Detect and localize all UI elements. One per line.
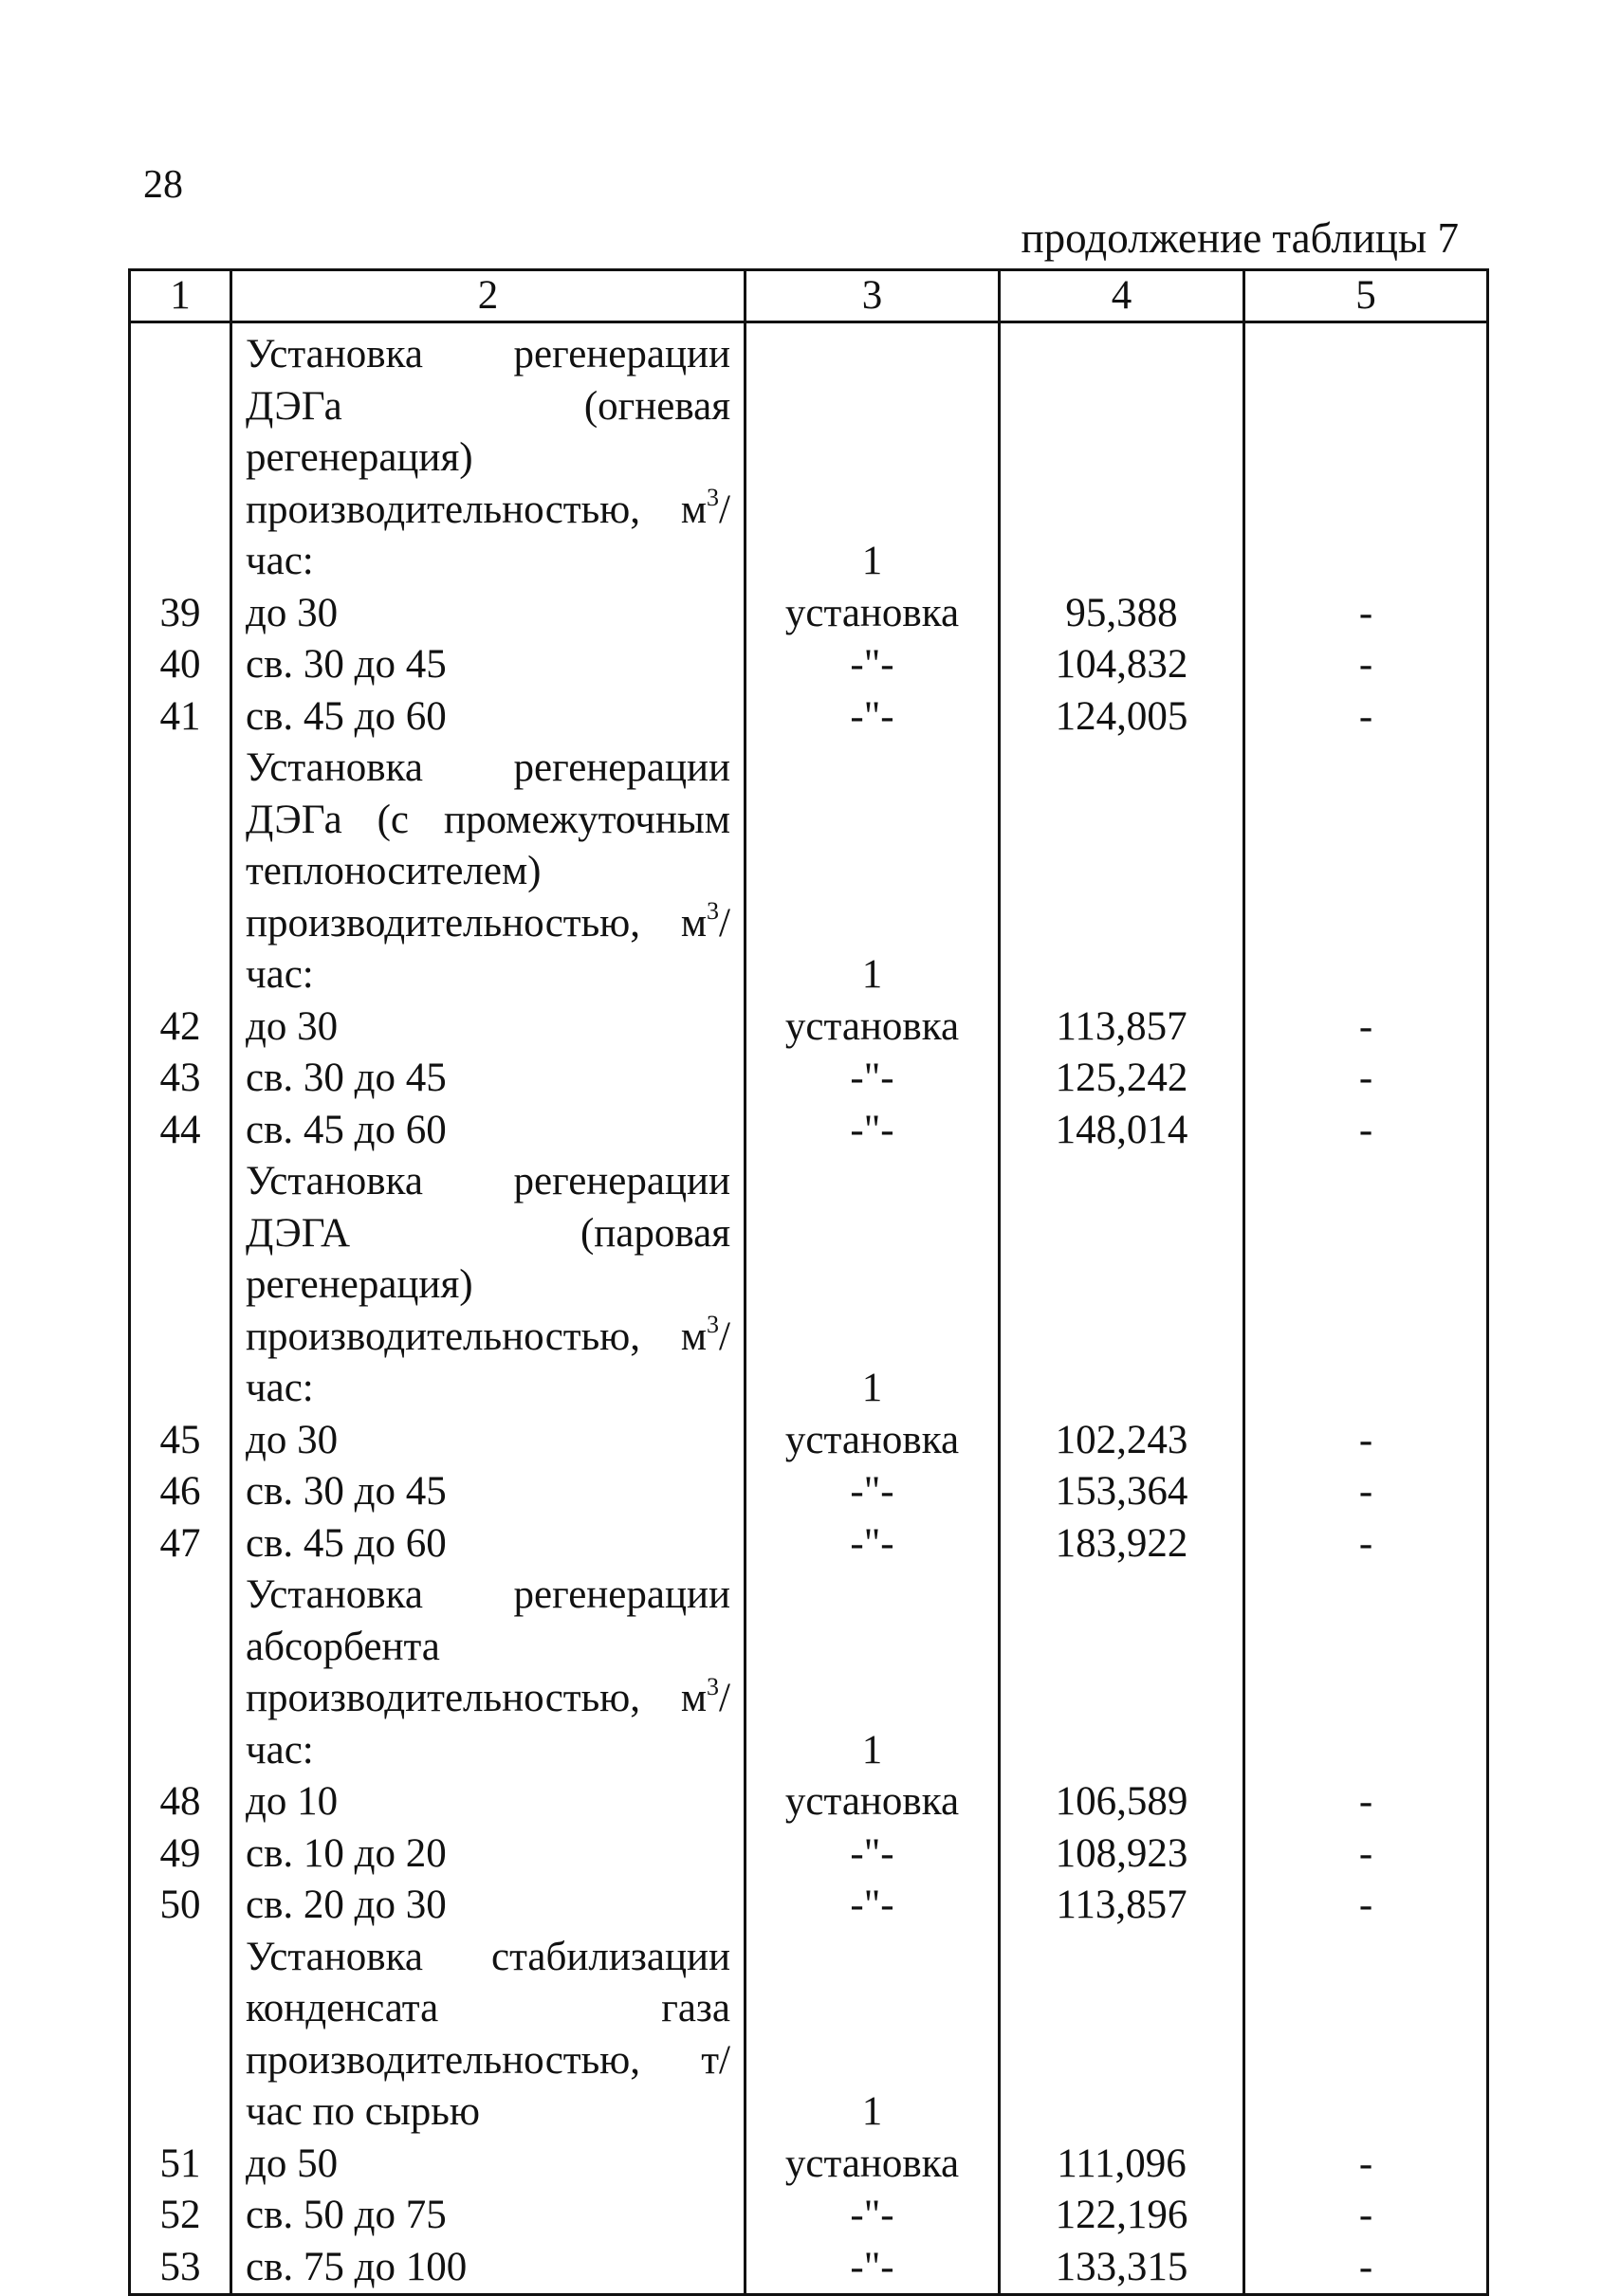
row-col5: - (1244, 1776, 1488, 1828)
group-unit-count: 1 (746, 1570, 1000, 1776)
row-value: 95,388 (1000, 588, 1244, 640)
row-unit: установка (746, 588, 1000, 640)
row-value: 124,005 (1000, 691, 1244, 744)
row-value: 122,196 (1000, 2190, 1244, 2242)
table-row (130, 1880, 1488, 1932)
group-heading-col5-cell (1244, 1156, 1488, 1415)
row-unit: -"- (746, 2190, 1000, 2242)
row-value: 113,857 (1000, 1880, 1244, 1932)
group-heading-value-cell (1000, 1156, 1244, 1415)
table-row (130, 588, 1488, 640)
group-heading-row (130, 1932, 1488, 2139)
group-heading-unit: /час: (246, 487, 730, 583)
row-value: 153,364 (1000, 1466, 1244, 1518)
group-heading-row (130, 322, 1488, 588)
row-number: 52 (130, 2190, 231, 2242)
row-description: до 30 (231, 1001, 746, 1054)
group-heading-col5-cell (1244, 322, 1488, 588)
group-heading-main: Установка стабилизации конденсата газа производительностью, т/час по сырью (246, 1934, 730, 2134)
group-heading-cell (231, 1570, 746, 1776)
row-col5: - (1244, 1828, 1488, 1881)
row-unit: установка (746, 1001, 1000, 1054)
row-value: 148,014 (1000, 1105, 1244, 1157)
row-number: 45 (130, 1415, 231, 1467)
row-number: 51 (130, 2139, 231, 2191)
row-value: 106,589 (1000, 1776, 1244, 1828)
row-col5: - (1244, 691, 1488, 744)
table-row (130, 691, 1488, 744)
row-value: 133,315 (1000, 2242, 1244, 2295)
group-heading-unit: /час: (246, 900, 730, 997)
group-heading-value-cell (1000, 322, 1244, 588)
row-value: 183,922 (1000, 1518, 1244, 1570)
group-heading-text (246, 329, 730, 588)
group-heading-superscript: 3 (707, 484, 720, 512)
price-table (128, 268, 1489, 2296)
group-heading-superscript: 3 (707, 1311, 720, 1339)
group-heading-row (130, 1570, 1488, 1776)
row-col5: - (1244, 1001, 1488, 1054)
table-row (130, 2242, 1488, 2295)
group-heading-unit: /час: (246, 1676, 730, 1773)
group-heading-value-cell (1000, 1570, 1244, 1776)
row-description: св. 75 до 100 (231, 2242, 746, 2295)
group-heading-superscript: 3 (707, 1672, 720, 1700)
page-number: 28 (143, 163, 183, 207)
group-heading-cell (231, 322, 746, 588)
table-row (130, 1053, 1488, 1105)
group-heading-main: Установка регенерации ДЭГа (с промежуточным теплоносителем) производительностью, м (246, 745, 730, 946)
group-heading-text (246, 1156, 730, 1415)
row-number: 46 (130, 1466, 231, 1518)
row-value: 113,857 (1000, 1001, 1244, 1054)
group-heading-value-cell (1000, 1932, 1244, 2139)
group-heading-text (246, 1570, 730, 1776)
column-header-3: 3 (746, 270, 1000, 322)
group-heading-cell (231, 1932, 746, 2139)
table-continuation-caption: продолжение таблицы 7 (1021, 214, 1459, 262)
row-unit: -"- (746, 1466, 1000, 1518)
row-col5: - (1244, 1415, 1488, 1467)
row-unit: -"- (746, 691, 1000, 744)
row-unit: -"- (746, 1880, 1000, 1932)
row-description: до 50 (231, 2139, 746, 2191)
row-unit: установка (746, 1776, 1000, 1828)
group-heading-col5-cell (1244, 1570, 1488, 1776)
row-col5: - (1244, 2190, 1488, 2242)
row-unit: установка (746, 1415, 1000, 1467)
table-row (130, 1105, 1488, 1157)
row-number: 40 (130, 639, 231, 691)
group-heading-main: Установка регенерации ДЭГА (паровая регенерация) производительностью, м (246, 1159, 730, 1359)
table-row (130, 1518, 1488, 1570)
row-unit: -"- (746, 1518, 1000, 1570)
table-row (130, 639, 1488, 691)
row-value: 111,096 (1000, 2139, 1244, 2191)
table-row (130, 1776, 1488, 1828)
row-description: св. 45 до 60 (231, 1518, 746, 1570)
row-col5: - (1244, 639, 1488, 691)
row-number: 44 (130, 1105, 231, 1157)
group-heading-col5-cell (1244, 1932, 1488, 2139)
row-col5: - (1244, 2139, 1488, 2191)
table-row (130, 2190, 1488, 2242)
group-heading-num-cell (130, 322, 231, 588)
row-description: св. 50 до 75 (231, 2190, 746, 2242)
row-col5: - (1244, 588, 1488, 640)
row-col5: - (1244, 1105, 1488, 1157)
row-col5: - (1244, 1518, 1488, 1570)
column-header-1: 1 (130, 270, 231, 322)
group-unit-count: 1 (746, 743, 1000, 1001)
group-unit-count: 1 (746, 322, 1000, 588)
row-value: 102,243 (1000, 1415, 1244, 1467)
group-heading-num-cell (130, 1932, 231, 2139)
group-heading-cell (231, 743, 746, 1001)
row-description: до 10 (231, 1776, 746, 1828)
row-description: св. 10 до 20 (231, 1828, 746, 1881)
row-description: св. 45 до 60 (231, 691, 746, 744)
row-number: 48 (130, 1776, 231, 1828)
row-number: 39 (130, 588, 231, 640)
group-heading-col5-cell (1244, 743, 1488, 1001)
row-unit: -"- (746, 639, 1000, 691)
group-heading-superscript: 3 (707, 897, 720, 926)
table-row (130, 1828, 1488, 1881)
row-description: до 30 (231, 1415, 746, 1467)
table-row (130, 2139, 1488, 2191)
row-number: 43 (130, 1053, 231, 1105)
row-number: 53 (130, 2242, 231, 2295)
group-heading-num-cell (130, 1570, 231, 1776)
group-heading-value-cell (1000, 743, 1244, 1001)
row-col5: - (1244, 2242, 1488, 2295)
row-col5: - (1244, 1880, 1488, 1932)
row-unit: -"- (746, 2242, 1000, 2295)
row-number: 50 (130, 1880, 231, 1932)
row-number: 42 (130, 1001, 231, 1054)
group-heading-cell (231, 1156, 746, 1415)
group-heading-main: Установка регенерации ДЭГа (огневая регенерация) производительностью, м (246, 332, 730, 532)
group-unit-count: 1 (746, 1932, 1000, 2139)
price-table-container (128, 268, 1486, 2296)
row-description: св. 30 до 45 (231, 639, 746, 691)
group-unit-count: 1 (746, 1156, 1000, 1415)
table-row (130, 1466, 1488, 1518)
group-heading-unit: /час: (246, 1313, 730, 1410)
column-header-2: 2 (231, 270, 746, 322)
group-heading-row (130, 743, 1488, 1001)
row-col5: - (1244, 1466, 1488, 1518)
column-header-4: 4 (1000, 270, 1244, 322)
table-row (130, 1415, 1488, 1467)
row-description: св. 30 до 45 (231, 1466, 746, 1518)
row-value: 104,832 (1000, 639, 1244, 691)
row-number: 41 (130, 691, 231, 744)
row-value: 125,242 (1000, 1053, 1244, 1105)
row-unit: -"- (746, 1053, 1000, 1105)
group-heading-num-cell (130, 1156, 231, 1415)
group-heading-row (130, 1156, 1488, 1415)
row-description: св. 30 до 45 (231, 1053, 746, 1105)
row-unit: установка (746, 2139, 1000, 2191)
row-description: св. 45 до 60 (231, 1105, 746, 1157)
row-col5: - (1244, 1053, 1488, 1105)
row-description: до 30 (231, 588, 746, 640)
row-description: св. 20 до 30 (231, 1880, 746, 1932)
column-number-header-row (130, 270, 1488, 322)
group-heading-main: Установка регенерации абсорбента производительностью, м (246, 1572, 730, 1720)
row-unit: -"- (746, 1828, 1000, 1881)
row-number: 49 (130, 1828, 231, 1881)
row-value: 108,923 (1000, 1828, 1244, 1881)
group-heading-text (246, 743, 730, 1001)
row-number: 47 (130, 1518, 231, 1570)
group-heading-text (246, 1932, 730, 2139)
group-heading-num-cell (130, 743, 231, 1001)
row-unit: -"- (746, 1105, 1000, 1157)
table-row (130, 1001, 1488, 1054)
column-header-5: 5 (1244, 270, 1488, 322)
table-body (130, 322, 1488, 2295)
